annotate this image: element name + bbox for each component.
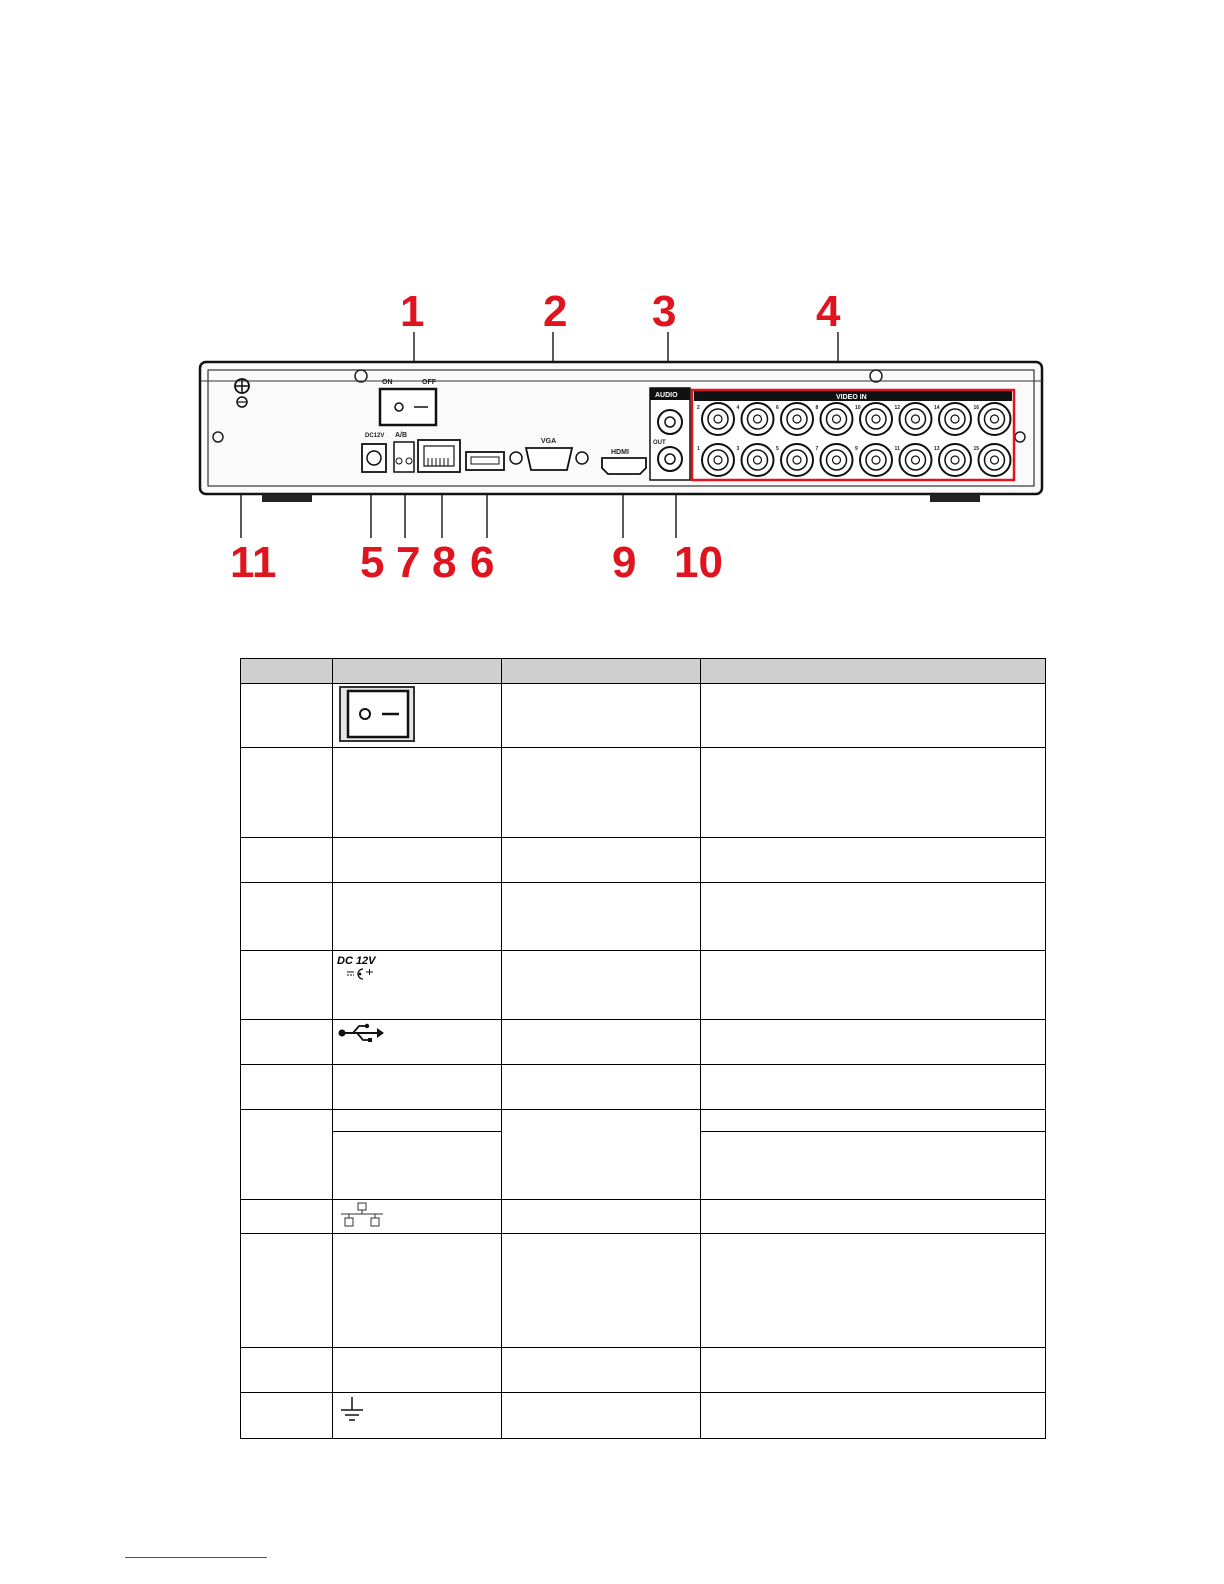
bnc-connector: [900, 403, 932, 435]
bnc-connector: [702, 403, 734, 435]
network-port: [418, 440, 460, 472]
table-row: [241, 951, 1046, 1020]
network-icon: [337, 1202, 387, 1228]
dc12v-icon: DC 12V: [337, 953, 497, 981]
callout-11: 11: [230, 538, 277, 587]
callout-4: 4: [816, 287, 841, 336]
bnc-channel-label: 13: [934, 446, 940, 452]
bnc-channel-label: 2: [697, 405, 700, 411]
bnc-channel-label: 7: [815, 446, 819, 452]
bnc-channel-label: 6: [776, 405, 779, 411]
callout-7: 7: [396, 538, 421, 587]
table-header-cell: [701, 659, 1046, 684]
bnc-connector: [979, 444, 1011, 476]
bnc-channel-label: 9: [855, 446, 858, 452]
ports-table: [240, 658, 1046, 1439]
svg-text:AUDIO: AUDIO: [655, 392, 678, 399]
bnc-connector: [821, 444, 853, 476]
usb-port: [466, 452, 504, 470]
svg-text:DC12V: DC12V: [365, 433, 385, 439]
table-row: [241, 883, 1046, 951]
ground-icon: [337, 1395, 367, 1425]
bnc-connector: [781, 444, 813, 476]
callout-2: 2: [543, 287, 568, 336]
bnc-channel-label: 14: [934, 405, 940, 411]
callout-5: 5: [360, 538, 385, 587]
table-row: [241, 838, 1046, 883]
bnc-connector: [860, 403, 892, 435]
video-in-block: [692, 390, 1014, 480]
table-header-cell: [333, 659, 502, 684]
svg-text:ON: ON: [382, 379, 393, 386]
bnc-connector: [702, 444, 734, 476]
svg-text:VGA: VGA: [541, 438, 557, 445]
bnc-connector: [860, 444, 892, 476]
table-row: [241, 684, 1046, 748]
bnc-connector: [939, 444, 971, 476]
table-row: [241, 1234, 1046, 1348]
table-row: [241, 1200, 1046, 1234]
table-row: [241, 1110, 1046, 1132]
callout-8: 8: [432, 538, 457, 587]
callout-6: 6: [470, 538, 495, 587]
bnc-channel-label: 12: [894, 405, 901, 411]
bnc-channel-label: 3: [736, 446, 740, 452]
table-row: [241, 1065, 1046, 1110]
callout-10: 10: [674, 538, 723, 587]
power-port: [362, 433, 386, 472]
bnc-channel-label: 5: [776, 446, 779, 452]
bnc-channel-label: 1: [697, 446, 700, 452]
bnc-connector: [781, 403, 813, 435]
bnc-channel-label: 16: [973, 405, 980, 411]
svg-text:HDMI: HDMI: [611, 449, 629, 456]
callout-1: 1: [400, 287, 425, 336]
bnc-channel-label: 4: [736, 405, 740, 411]
usb-icon: [337, 1022, 387, 1044]
callout-9: 9: [612, 538, 637, 587]
table-row: [241, 1348, 1046, 1393]
table-row: [241, 748, 1046, 838]
bnc-channel-label: 10: [855, 405, 861, 411]
bnc-connector: [900, 444, 932, 476]
audio-block: [650, 388, 690, 480]
callout-3: 3: [652, 287, 677, 336]
svg-text:A/B: A/B: [395, 432, 408, 439]
svg-text:OFF: OFF: [422, 379, 436, 386]
table-header-row: [241, 659, 1046, 684]
table-row: [241, 1393, 1046, 1439]
power-switch-icon: [337, 686, 417, 742]
bnc-connector: [742, 444, 774, 476]
bnc-channel-label: 8: [815, 405, 819, 411]
table-row: [241, 1020, 1046, 1065]
svg-text:OUT: OUT: [653, 440, 666, 446]
table-header-cell: [502, 659, 701, 684]
svg-text:VIDEO IN: VIDEO IN: [836, 394, 867, 401]
table-header-cell: [241, 659, 333, 684]
bnc-connector: [939, 403, 971, 435]
bnc-connector: [742, 403, 774, 435]
bnc-channel-label: 15: [973, 446, 980, 452]
bnc-channel-label: 11: [894, 446, 900, 452]
footer-rule: [125, 1557, 267, 1558]
bnc-connector: [979, 403, 1011, 435]
rear-panel-diagram: [0, 0, 1224, 610]
bnc-connector: [821, 403, 853, 435]
